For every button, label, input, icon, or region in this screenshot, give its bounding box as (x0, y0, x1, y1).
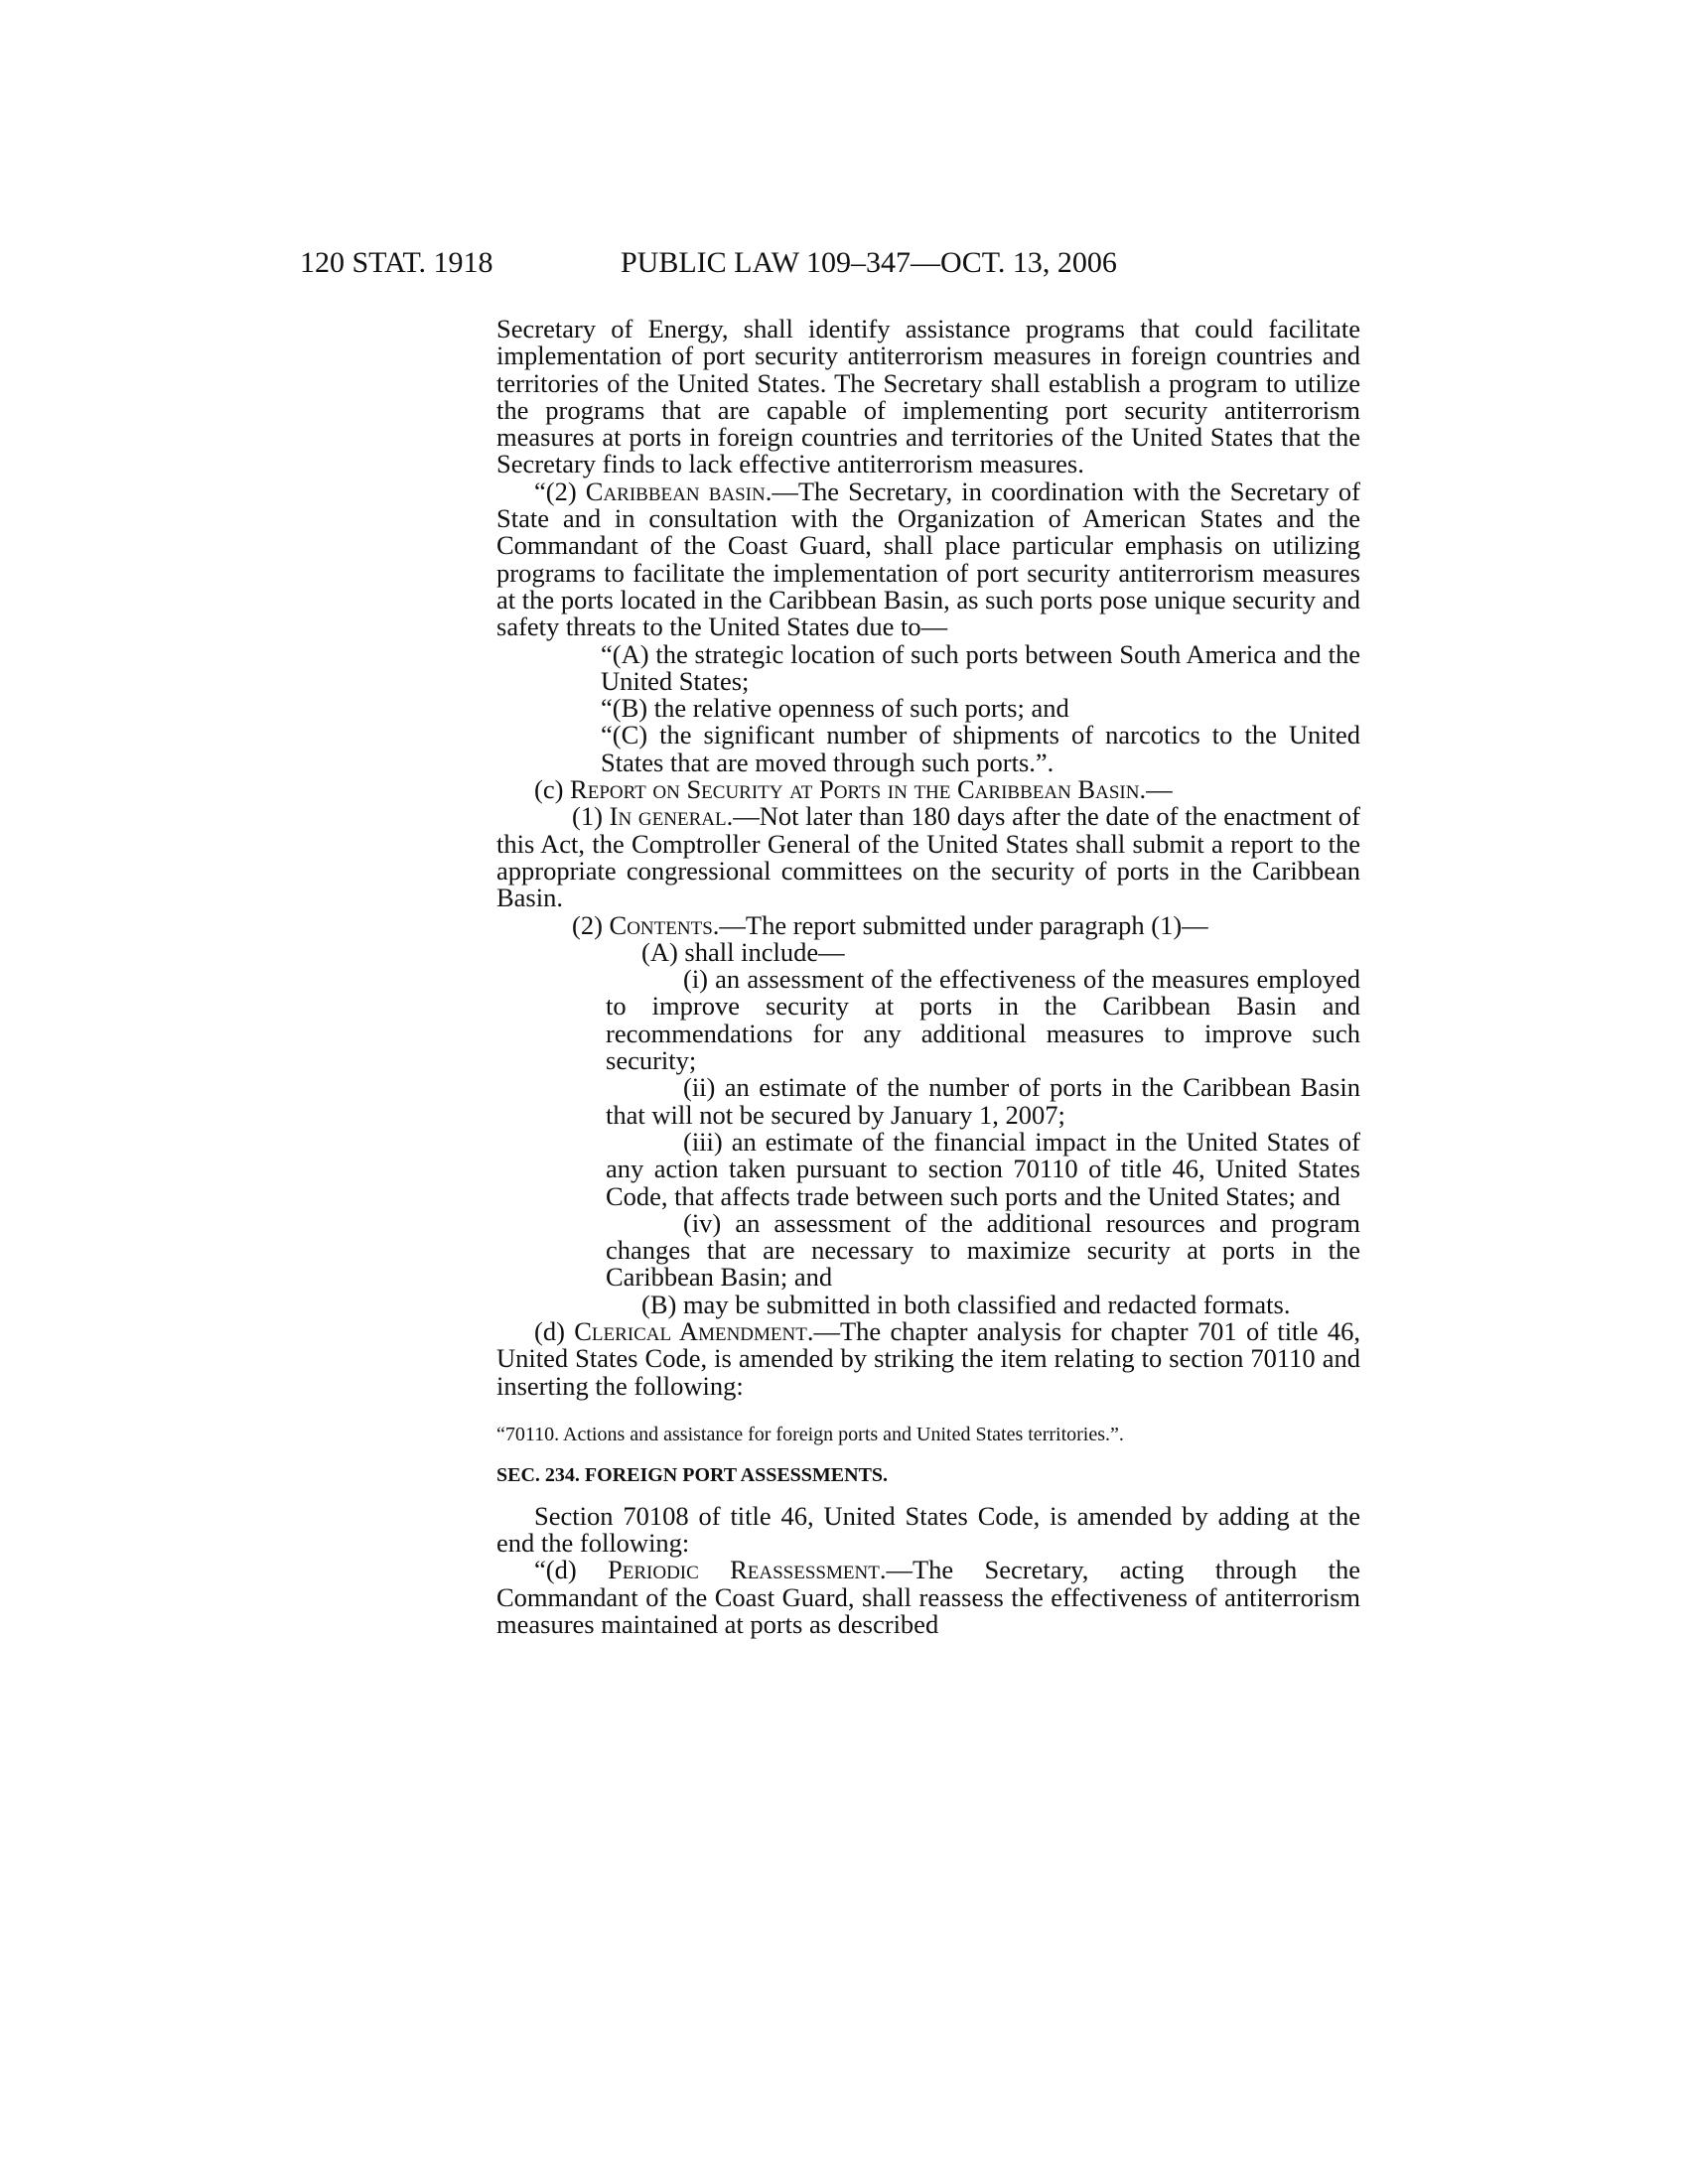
clause-iv: (iv) an assessment of the additional resources and program changes that are necessary to maximize security at ports in the Caribbean Basin; and (606, 1207, 1360, 1293)
subsection-periodic-reassessment: “(d) Periodic Reassessment.—The Secretary, acting through the Commandant of the Coast Guard, shall reassess the effectiveness of antiterrorism measures maintained at ports as described (496, 1555, 1360, 1640)
paragraph-caribbean-basin (496, 478, 1360, 641)
clause-i: (i) an assessment of the effectiveness of the measures employed to improve security at ports in the Caribbean Basin and recommendations for any additional measures to improve such security; (606, 964, 1360, 1076)
subparagraph-c2a: (A) shall include— (641, 936, 845, 967)
clause-ii: (ii) an estimate of the number of ports in the Caribbean Basin that will not be secured by January 1, 2007; (606, 1072, 1360, 1130)
subparagraph-c2b: (B) may be submitted in both classified and redacted formats. (641, 1289, 1291, 1319)
inserted-table-item: “70110. Actions and assistance for foreign ports and United States territories.”. (496, 1423, 1124, 1445)
paragraph-c1: (1) In general.—Not later than 180 days after the date of the enactment of this Act, the Comptroller General of the United States shall submit a report to the appropriate congressional committees on the security of ports in the Caribbean Basin. (496, 801, 1360, 913)
section-text: Section 70108 of title 46, United States Code, is amended by adding at the end the following: (496, 1500, 1360, 1559)
subparagraph-a: “(A) the strategic location of such ports between South America and the United States; (601, 638, 1360, 696)
paragraph-heading: Caribbean basin (585, 476, 766, 506)
subparagraph-b: “(B) the relative openness of such ports; and (601, 693, 1069, 724)
section-heading: SEC. 234. FOREIGN PORT ASSESSMENTS. (496, 1463, 889, 1486)
paragraph-c2: (2) Contents.—The report submitted under paragraph (1)— (572, 909, 1208, 940)
subsection-c-heading: (c) Report on Security at Ports in the Caribbean Basin.— (534, 774, 1173, 805)
statute-page-number: 120 STAT. 1918 (300, 246, 493, 279)
subsection-d: (d) Clerical Amendment.—The chapter analysis for chapter 701 of title 46, United States Code, is amended by striking the item relating to section 70110 and inserting the following: (496, 1315, 1360, 1401)
document-body (496, 316, 1360, 1638)
paragraph-number: “(2) (534, 476, 586, 506)
subparagraph-c: “(C) the significant number of shipments of narcotics to the United States that are moved through such ports.”. (601, 720, 1360, 777)
clause-iii: (iii) an estimate of the financial impact in the United States of any action taken pursuant to section 70110 of title 46, United States Code, that affects trade between such ports and the United States; and (606, 1126, 1360, 1211)
public-law-title: PUBLIC LAW 109–347—OCT. 13, 2006 (621, 246, 1117, 279)
paragraph-continuation: Secretary of Energy, shall identify assistance programs that could facilitate implementation of port security antiterrorism measures in foreign countries and territories of the United States. The Secretary shall establish a program to utilize the programs that are capable of implementing port security antiterrorism measures at ports in foreign countries and territories of the United States that the Secretary finds to lack effective antiterrorism measures. (496, 314, 1360, 479)
paragraph-text: .—The Secretary, in coordination with the Secretary of State and in consultation with the Organization of American States and the Commandant of the Coast Guard, shall place particular emphasis on utilizing programs to facilitate the implementation of port security antiterrorism measures at the ports located in the Caribbean Basin, as such ports pose unique security and safety threats to the United States due to— (496, 476, 1360, 642)
running-header (0, 246, 1688, 286)
